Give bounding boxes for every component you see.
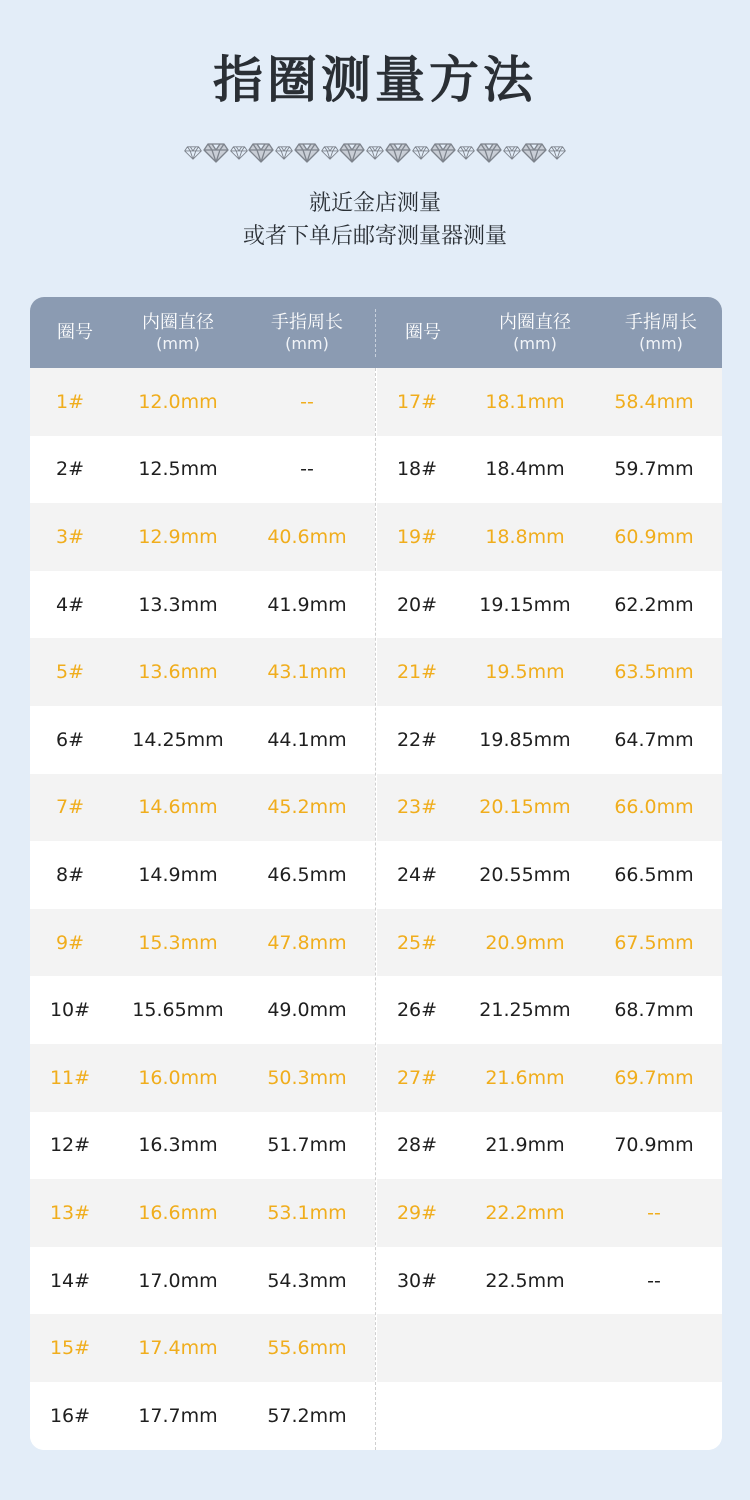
finger-circumference-cell: 59.7mm	[614, 458, 694, 481]
ring-number-cell: 1#	[55, 390, 84, 413]
inner-diameter-cell	[457, 1382, 593, 1450]
finger-circumference-cell: 69.7mm	[614, 1066, 694, 1089]
table-row	[377, 706, 722, 774]
header-unit: (mm)	[513, 333, 557, 353]
inner-diameter-cell: 22.5mm	[485, 1269, 565, 1292]
header-finger-circumference	[238, 297, 376, 368]
inner-diameter-cell: 21.9mm	[485, 1134, 565, 1157]
table-row	[377, 436, 722, 504]
inner-diameter-cell: 15.65mm	[132, 999, 224, 1022]
subtitle-line-2: 或者下单后邮寄测量器测量	[242, 224, 507, 249]
inner-diameter-cell: 18.8mm	[485, 525, 565, 548]
finger-circumference-cell: 43.1mm	[267, 661, 347, 684]
finger-circumference-cell: 49.0mm	[267, 999, 347, 1022]
ring-number-cell: 15#	[49, 1337, 91, 1360]
ring-number-cell: 14#	[49, 1269, 91, 1292]
diamond-icon	[457, 146, 475, 160]
inner-diameter-cell: 20.15mm	[479, 796, 571, 819]
diamond-divider	[184, 142, 566, 164]
column-divider	[375, 368, 376, 1450]
header-ring-number	[377, 297, 469, 368]
inner-diameter-cell: 19.15mm	[479, 593, 571, 616]
table-header	[30, 297, 722, 368]
header-label: 手指周长	[625, 311, 697, 333]
subtitle-line-1: 就近金店测量	[308, 191, 441, 216]
finger-circumference-cell: --	[647, 1269, 661, 1292]
finger-circumference-cell: 63.5mm	[614, 661, 694, 684]
ring-number-cell: 27#	[396, 1066, 438, 1089]
table-row	[30, 1382, 375, 1450]
header-label: 手指周长	[271, 311, 343, 333]
table-row	[30, 638, 375, 706]
finger-circumference-cell: --	[300, 458, 314, 481]
table-row	[377, 1247, 722, 1315]
table-row	[30, 1179, 375, 1247]
finger-circumference-cell: 51.7mm	[267, 1134, 347, 1157]
ring-number-cell: 29#	[396, 1201, 438, 1224]
header-label: 圈号	[405, 321, 441, 343]
inner-diameter-cell: 13.3mm	[138, 593, 218, 616]
table-row	[377, 1314, 722, 1382]
inner-diameter-cell: 13.6mm	[138, 661, 218, 684]
inner-diameter-cell: 21.6mm	[485, 1066, 565, 1089]
finger-circumference-cell: 70.9mm	[614, 1134, 694, 1157]
inner-diameter-cell: 19.85mm	[479, 728, 571, 751]
diamond-icon	[184, 146, 202, 160]
diamond-icon	[294, 143, 320, 163]
table-right-half	[377, 368, 722, 1450]
finger-circumference-cell: 64.7mm	[614, 728, 694, 751]
table-row	[30, 841, 375, 909]
ring-size-table	[30, 297, 722, 1450]
ring-number-cell: 26#	[396, 999, 438, 1022]
inner-diameter-cell: 12.9mm	[138, 525, 218, 548]
table-row	[30, 774, 375, 842]
ring-number-cell: 22#	[396, 728, 438, 751]
finger-circumference-cell: 50.3mm	[267, 1066, 347, 1089]
ring-number-cell: 23#	[396, 796, 438, 819]
table-row	[30, 1314, 375, 1382]
ring-number-cell: 9#	[55, 931, 84, 954]
header-divider	[375, 309, 376, 357]
diamond-icon	[321, 146, 339, 160]
table-row	[30, 1044, 375, 1112]
diamond-icon	[503, 146, 521, 160]
ring-number-cell	[377, 1314, 457, 1382]
diamond-icon	[248, 143, 274, 163]
finger-circumference-cell: 68.7mm	[614, 999, 694, 1022]
table-row	[30, 706, 375, 774]
finger-circumference-cell: 45.2mm	[267, 796, 347, 819]
diamond-icon	[339, 143, 365, 163]
finger-circumference-cell: --	[300, 390, 314, 413]
table-row	[377, 571, 722, 639]
ring-number-cell: 18#	[396, 458, 438, 481]
ring-number-cell: 20#	[396, 593, 438, 616]
ring-number-cell: 4#	[55, 593, 84, 616]
inner-diameter-cell	[457, 1314, 593, 1382]
diamond-icon	[548, 146, 566, 160]
ring-number-cell: 24#	[396, 863, 438, 886]
ring-number-cell: 28#	[396, 1134, 438, 1157]
inner-diameter-cell: 16.0mm	[138, 1066, 218, 1089]
inner-diameter-cell: 15.3mm	[138, 931, 218, 954]
ring-number-cell: 2#	[55, 458, 84, 481]
inner-diameter-cell: 18.4mm	[485, 458, 565, 481]
table-row	[30, 368, 375, 436]
page-title: 指圈测量方法	[213, 51, 537, 109]
ring-number-cell: 17#	[396, 390, 438, 413]
finger-circumference-cell: 66.0mm	[614, 796, 694, 819]
ring-number-cell: 8#	[55, 863, 84, 886]
ring-number-cell: 10#	[49, 999, 91, 1022]
header-label: 内圈直径	[142, 311, 214, 333]
finger-circumference-cell: 58.4mm	[614, 390, 694, 413]
ring-number-cell: 6#	[55, 728, 84, 751]
diamond-icon	[521, 143, 547, 163]
finger-circumference-cell: 47.8mm	[267, 931, 347, 954]
finger-circumference-cell: 66.5mm	[614, 863, 694, 886]
inner-diameter-cell: 14.25mm	[132, 728, 224, 751]
inner-diameter-cell: 14.9mm	[138, 863, 218, 886]
finger-circumference-cell: 54.3mm	[267, 1269, 347, 1292]
finger-circumference-cell: 60.9mm	[614, 525, 694, 548]
finger-circumference-cell	[593, 1382, 715, 1450]
diamond-icon	[230, 146, 248, 160]
diamond-icon	[430, 143, 456, 163]
ring-number-cell: 5#	[55, 661, 84, 684]
table-row	[30, 503, 375, 571]
diamond-icon	[412, 146, 430, 160]
table-row	[377, 368, 722, 436]
table-row	[377, 1112, 722, 1180]
finger-circumference-cell: 40.6mm	[267, 525, 347, 548]
inner-diameter-cell: 21.25mm	[479, 999, 571, 1022]
inner-diameter-cell: 12.5mm	[138, 458, 218, 481]
header-unit: (mm)	[639, 333, 683, 353]
ring-number-cell	[377, 1382, 457, 1450]
diamond-icon	[385, 143, 411, 163]
finger-circumference-cell: 62.2mm	[614, 593, 694, 616]
inner-diameter-cell: 17.4mm	[138, 1337, 218, 1360]
finger-circumference-cell	[593, 1314, 715, 1382]
diamond-icon	[366, 146, 384, 160]
finger-circumference-cell: 41.9mm	[267, 593, 347, 616]
finger-circumference-cell: 57.2mm	[267, 1404, 347, 1427]
inner-diameter-cell: 19.5mm	[485, 661, 565, 684]
table-row	[377, 1179, 722, 1247]
diamond-icon	[476, 143, 502, 163]
table-row	[377, 841, 722, 909]
diamond-icon	[275, 146, 293, 160]
table-row	[377, 1044, 722, 1112]
header-finger-circumference	[592, 297, 722, 368]
ring-number-cell: 16#	[49, 1404, 91, 1427]
inner-diameter-cell: 22.2mm	[485, 1201, 565, 1224]
inner-diameter-cell: 16.3mm	[138, 1134, 218, 1157]
inner-diameter-cell: 16.6mm	[138, 1201, 218, 1224]
table-row	[377, 1382, 722, 1450]
ring-number-cell: 13#	[49, 1201, 91, 1224]
inner-diameter-cell: 20.55mm	[479, 863, 571, 886]
inner-diameter-cell: 12.0mm	[138, 390, 218, 413]
table-row	[377, 774, 722, 842]
inner-diameter-cell: 17.7mm	[138, 1404, 218, 1427]
inner-diameter-cell: 17.0mm	[138, 1269, 218, 1292]
finger-circumference-cell: 67.5mm	[614, 931, 694, 954]
inner-diameter-cell: 18.1mm	[485, 390, 565, 413]
table-row	[377, 976, 722, 1044]
header-label: 圈号	[57, 321, 93, 343]
finger-circumference-cell: 55.6mm	[267, 1337, 347, 1360]
ring-number-cell: 3#	[55, 525, 84, 548]
header-ring-number	[30, 297, 120, 368]
ring-number-cell: 11#	[49, 1066, 91, 1089]
header-inner-diameter	[467, 297, 603, 368]
finger-circumference-cell: 46.5mm	[267, 863, 347, 886]
table-row	[30, 571, 375, 639]
table-left-half	[30, 368, 375, 1450]
inner-diameter-cell: 20.9mm	[485, 931, 565, 954]
ring-number-cell: 21#	[396, 661, 438, 684]
finger-circumference-cell: 53.1mm	[267, 1201, 347, 1224]
ring-number-cell: 25#	[396, 931, 438, 954]
header-unit: (mm)	[285, 333, 329, 353]
ring-number-cell: 19#	[396, 525, 438, 548]
table-row	[377, 909, 722, 977]
inner-diameter-cell: 14.6mm	[138, 796, 218, 819]
table-row	[30, 1247, 375, 1315]
table-row	[30, 1112, 375, 1180]
table-row	[30, 436, 375, 504]
ring-number-cell: 12#	[49, 1134, 91, 1157]
table-row	[377, 638, 722, 706]
header-inner-diameter	[110, 297, 246, 368]
table-row	[30, 976, 375, 1044]
header-label: 内圈直径	[499, 311, 571, 333]
table-row	[30, 909, 375, 977]
diamond-icon	[203, 143, 229, 163]
finger-circumference-cell: 44.1mm	[267, 728, 347, 751]
ring-number-cell: 7#	[55, 796, 84, 819]
header-unit: (mm)	[156, 333, 200, 353]
table-row	[377, 503, 722, 571]
finger-circumference-cell: --	[647, 1201, 661, 1224]
ring-number-cell: 30#	[396, 1269, 438, 1292]
